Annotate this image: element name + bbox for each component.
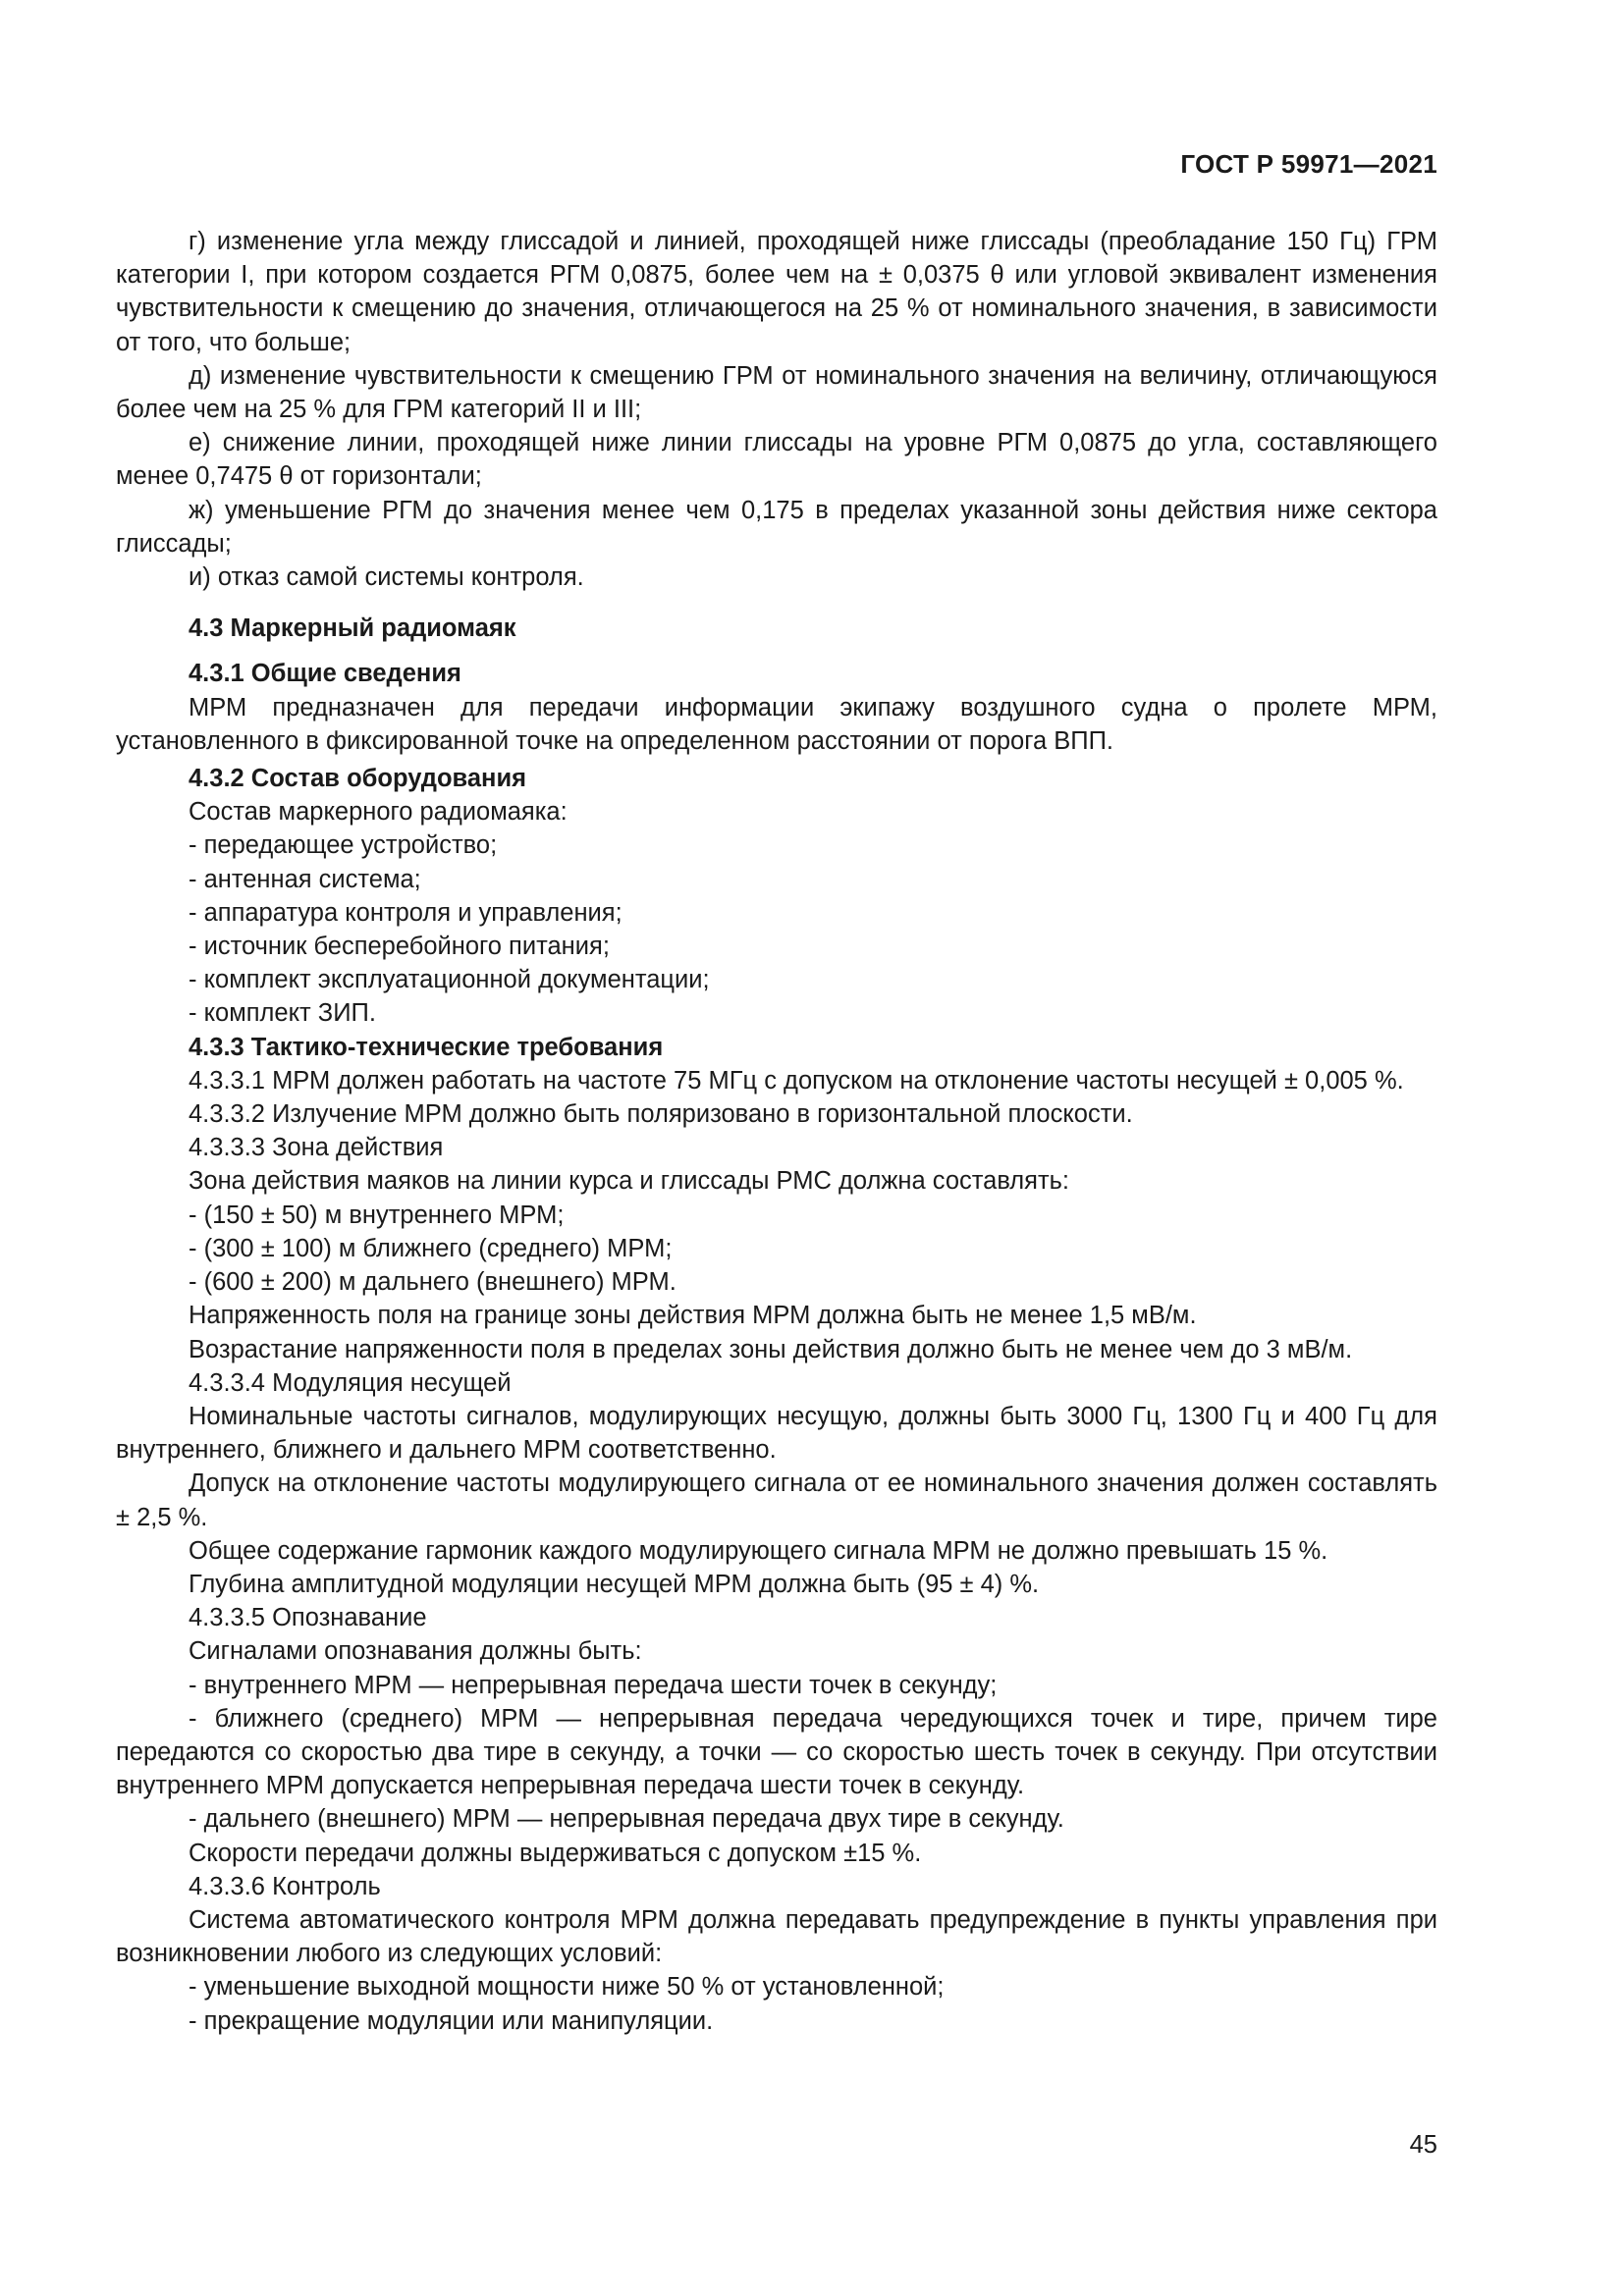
section-heading-4-3: 4.3 Маркерный радиомаяк bbox=[189, 614, 516, 643]
clause-4-3-3-1: 4.3.3.1 МРМ должен работать на частоте 75 МГц с допуском на отклонение частоты несущей ± 0,005 %. bbox=[189, 1066, 1404, 1095]
paragraph-harmonics: Общее содержание гармоник каждого модулирующего сигнала МРМ не должно превышать 15 %. bbox=[189, 1536, 1328, 1565]
item-i: и) отказ самой системы контроля. bbox=[189, 563, 584, 592]
clause-4-3-3-5: 4.3.3.5 Опознавание bbox=[189, 1604, 427, 1632]
clause-4-3-3-4: 4.3.3.4 Модуляция несущей bbox=[189, 1368, 512, 1397]
clause-4-3-3-2: 4.3.3.2 Излучение МРМ должно быть поляризовано в горизонтальной плоскости. bbox=[189, 1100, 1133, 1129]
subsection-heading-4-3-3: 4.3.3 Тактико-технические требования bbox=[189, 1033, 664, 1061]
list-item: - источник бесперебойного питания; bbox=[189, 933, 610, 961]
paragraph-field-increase: Возрастание напряженности поля в пределах зоны действия должно быть не менее чем до 3 мВ/м. bbox=[189, 1335, 1353, 1363]
list-item: - комплект эксплуатационной документации; bbox=[189, 966, 710, 994]
list-item: - внутреннего МРМ — непрерывная передача шести точек в секунду; bbox=[189, 1671, 998, 1699]
list-item: - ближнего (среднего) МРМ — непрерывная передача чередующихся точек и тире, причем тире передаются со скоростью два тире в секунду, а точки — со скоростью шесть точек в секунду. При отсутствии внутреннего МРМ допускается непрерывная передача шести точек в секунду. bbox=[116, 1704, 1437, 1800]
item-g: г) изменение угла между глиссадой и линией, проходящей ниже глиссады (преобладание 150 Гц) ГРМ категории I, при котором создается РГМ 0,0875, более чем на ± 0,0375 θ или угловой эквивалент изменения чувствительности к смещению до значения, отличающегося на 25 % от номинального значения, в зависимости от того, что больше; bbox=[116, 228, 1437, 356]
paragraph-coverage-intro: Зона действия маяков на линии курса и глиссады РМС должна составлять: bbox=[189, 1167, 1070, 1196]
paragraph-mrm-purpose: МРМ предназначен для передачи информации экипажу воздушного судна о пролете МРМ, установленного в фиксированной точке на определенном расстоянии от порога ВПП. bbox=[116, 693, 1437, 755]
list-item: - уменьшение выходной мощности ниже 50 % от установленной; bbox=[189, 1973, 945, 2002]
paragraph-modulation-frequencies: Номинальные частоты сигналов, модулирующих несущую, должны быть 3000 Гц, 1300 Гц и 400 Гц для внутреннего, ближнего и дальнего МРМ соответственно. bbox=[116, 1402, 1437, 1465]
subsection-heading-4-3-2: 4.3.2 Состав оборудования bbox=[189, 765, 527, 793]
list-item: - антенная система; bbox=[189, 865, 421, 893]
list-item: - (300 ± 100) м ближнего (среднего) МРМ; bbox=[189, 1234, 673, 1262]
paragraph-composition-intro: Состав маркерного радиомаяка: bbox=[189, 798, 568, 827]
list-item: - (150 ± 50) м внутреннего МРМ; bbox=[189, 1201, 565, 1229]
item-zh: ж) уменьшение РГМ до значения менее чем 0,175 в пределах указанной зоны действия ниже сектора глиссады; bbox=[116, 496, 1437, 558]
list-item: - дальнего (внешнего) МРМ — непрерывная передача двух тире в секунду. bbox=[189, 1805, 1064, 1834]
paragraph-monitoring: Система автоматического контроля МРМ должна передавать предупреждение в пункты управления при возникновении любого из следующих условий: bbox=[116, 1905, 1437, 1968]
item-d: д) изменение чувствительности к смещению ГРМ от номинального значения на величину, отличающуюся более чем на 25 % для ГРМ категорий II и III; bbox=[116, 361, 1437, 424]
document-id-header: ГОСТ Р 59971—2021 bbox=[1180, 149, 1437, 179]
item-e: е) снижение линии, проходящей ниже линии глиссады на уровне РГМ 0,0875 до угла, составляющего менее 0,7475 θ от горизонтали; bbox=[116, 429, 1437, 491]
paragraph-identification-intro: Сигналами опознавания должны быть: bbox=[189, 1637, 642, 1666]
list-item: - передающее устройство; bbox=[189, 831, 498, 860]
page-number: 45 bbox=[1409, 2131, 1437, 2159]
list-item: - аппаратура контроля и управления; bbox=[189, 898, 623, 927]
list-item: - комплект ЗИП. bbox=[189, 999, 376, 1028]
document-body bbox=[116, 225, 1437, 2038]
paragraph-field-strength: Напряженность поля на границе зоны действия МРМ должна быть не менее 1,5 мВ/м. bbox=[189, 1302, 1197, 1330]
paragraph-frequency-tolerance: Допуск на отклонение частоты модулирующего сигнала от ее номинального значения должен составлять ± 2,5 %. bbox=[116, 1469, 1437, 1531]
subsection-heading-4-3-1: 4.3.1 Общие сведения bbox=[189, 660, 461, 688]
clause-4-3-3-6: 4.3.3.6 Контроль bbox=[189, 1872, 381, 1900]
clause-4-3-3-3: 4.3.3.3 Зона действия bbox=[189, 1134, 444, 1162]
paragraph-speed-tolerance: Скорости передачи должны выдерживаться с допуском ±15 %. bbox=[189, 1839, 922, 1867]
list-item: - (600 ± 200) м дальнего (внешнего) МРМ. bbox=[189, 1268, 677, 1297]
paragraph-modulation-depth: Глубина амплитудной модуляции несущей МРМ должна быть (95 ± 4) %. bbox=[189, 1570, 1040, 1598]
list-item: - прекращение модуляции или манипуляции. bbox=[189, 2006, 714, 2035]
